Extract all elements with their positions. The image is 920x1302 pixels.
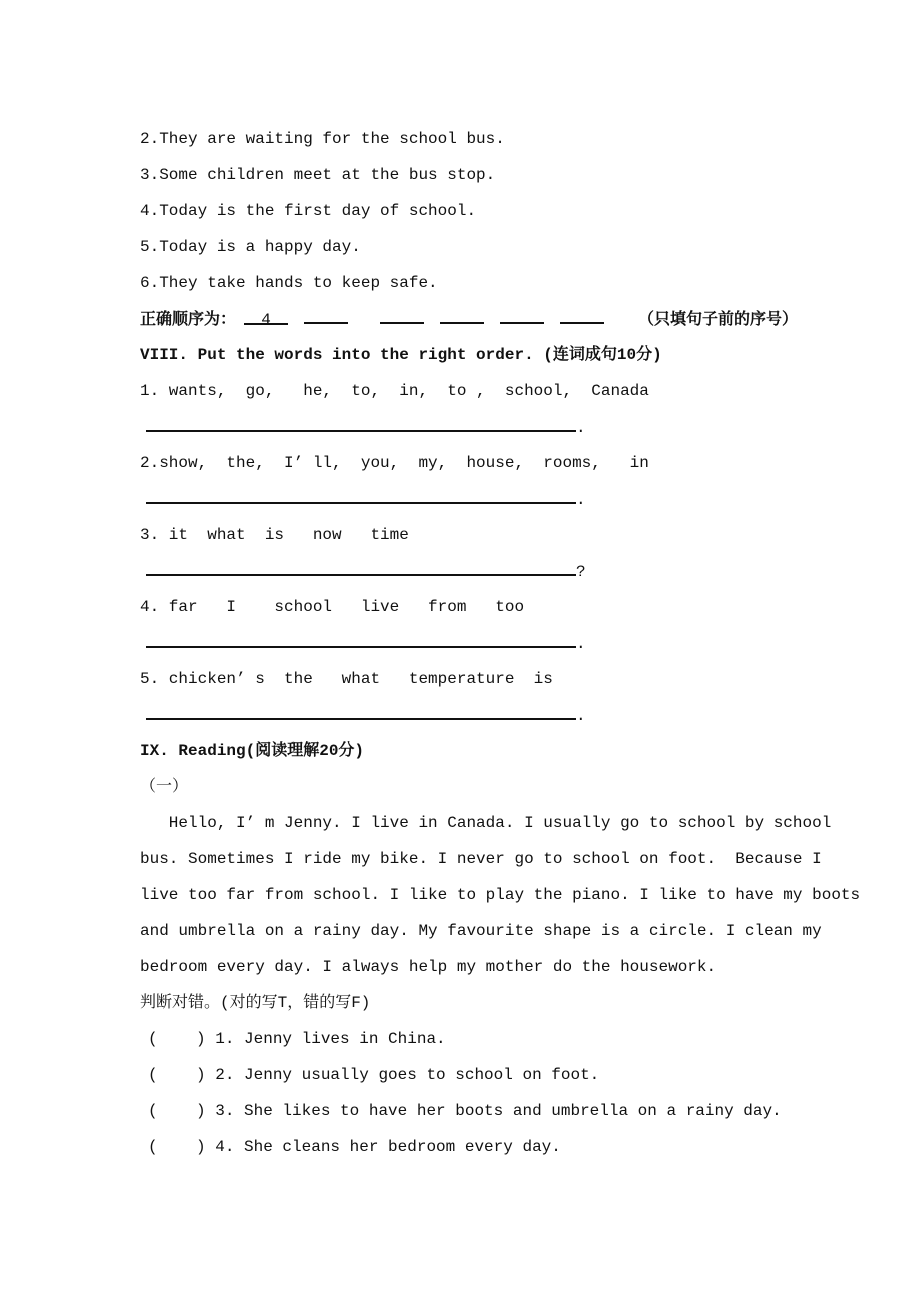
answer-blank-row-3 (140, 553, 850, 589)
sequence-sentence-4: 4.Today is the first day of school. (140, 202, 477, 220)
answer-blank-row-1 (140, 409, 850, 445)
order-label: 正确顺序为： (140, 311, 237, 329)
answer-punct-3: ? (576, 563, 586, 581)
answer-blank-row-2 (140, 481, 850, 517)
word-order-item-4: 4. far I school live from too (140, 598, 525, 616)
judge-item-2: ( ) 2. Jenny usually goes to school on foot. (148, 1066, 600, 1084)
answer-blank-3 (146, 553, 576, 576)
answer-punct-5: . (576, 707, 586, 725)
order-blank-2 (304, 301, 348, 324)
word-order-item-5: 5. chicken’ s the what temperature is (140, 670, 553, 688)
passage-line-3: live too far from school. I like to play the piano. I like to have my boots (140, 886, 861, 904)
order-blank-5 (500, 301, 544, 324)
word-order-item-2: 2.show, the, I’ ll, you, my, house, rooms, in (140, 454, 649, 472)
word-order-item-3: 3. it what is now time (140, 526, 409, 544)
order-blank-6 (560, 301, 604, 324)
passage-line-5: bedroom every day. I always help my mother do the housework. (140, 958, 717, 976)
answer-punct-4: . (576, 635, 586, 653)
answer-punct-1: . (576, 419, 586, 437)
sequence-sentence-6: 6.They take hands to keep safe. (140, 274, 438, 292)
answer-blank-4 (146, 625, 576, 648)
reading-part-label: （一） (140, 778, 189, 796)
judge-item-1: ( ) 1. Jenny lives in China. (148, 1030, 446, 1048)
sequence-sentence-5: 5.Today is a happy day. (140, 238, 361, 256)
order-answer-value: 4 (261, 311, 271, 329)
passage-line-2: bus. Sometimes I ride my bike. I never go to school on foot. Because I (140, 850, 822, 868)
answer-blank-5 (146, 697, 576, 720)
order-blank-4 (440, 301, 484, 324)
section-ix-heading: IX. Reading(阅读理解20分) (140, 742, 365, 760)
judge-instruction: 判断对错。(对的写T，错的写F) (140, 994, 371, 1012)
sequence-sentence-2: 2.They are waiting for the school bus. (140, 130, 505, 148)
passage-line-1: Hello, I’ m Jenny. I live in Canada. I usually go to school by school (140, 814, 832, 832)
answer-blank-2 (146, 481, 576, 504)
judge-item-3: ( ) 3. She likes to have her boots and umbrella on a rainy day. (148, 1102, 782, 1120)
answer-blank-1 (146, 409, 576, 432)
passage-line-4: and umbrella on a rainy day. My favourite shape is a circle. I clean my (140, 922, 822, 940)
answer-blank-row-5 (140, 697, 850, 733)
order-blank-filled (244, 302, 288, 329)
judge-item-4: ( ) 4. She cleans her bedroom every day. (148, 1138, 561, 1156)
answer-punct-2: . (576, 491, 586, 509)
word-order-item-1: 1. wants, go, he, to, in, to , school, Canada (140, 382, 649, 400)
section-viii-heading: VIII. Put the words into the right order. (连词成句10分) (140, 346, 662, 364)
order-answer-row (140, 301, 850, 337)
sequence-sentence-3: 3.Some children meet at the bus stop. (140, 166, 496, 184)
answer-blank-row-4 (140, 625, 850, 661)
order-blank-3 (380, 301, 424, 324)
order-note: （只填句子前的序号） (638, 311, 799, 329)
